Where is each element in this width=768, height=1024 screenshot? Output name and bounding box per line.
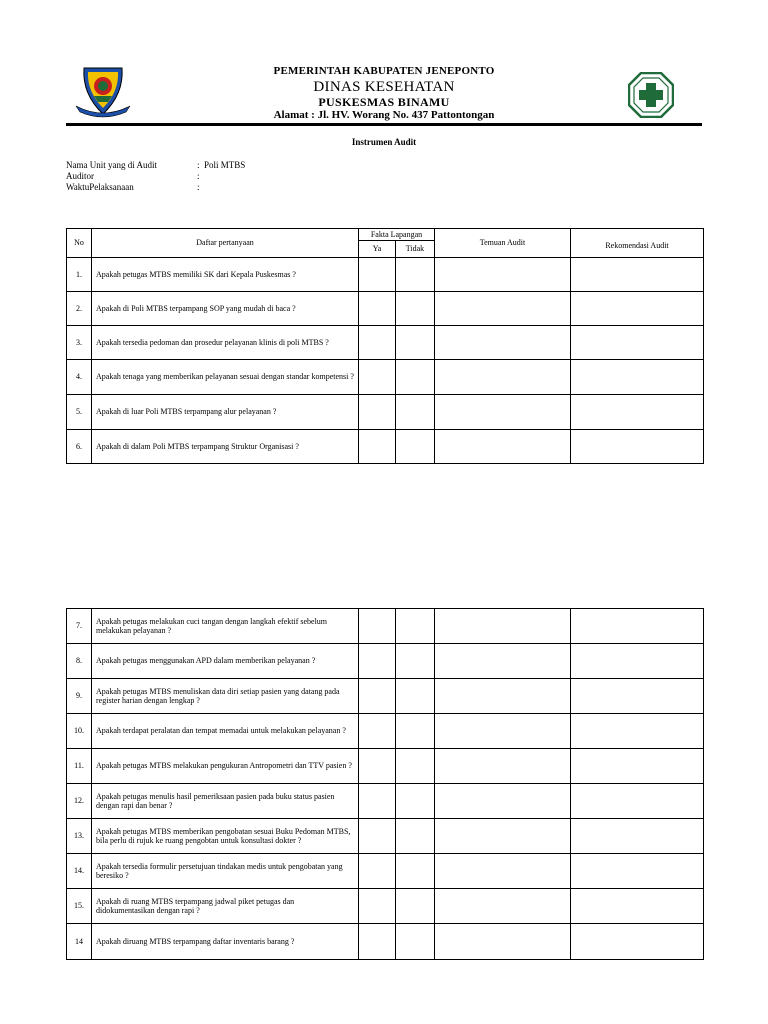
cell-tidak bbox=[396, 854, 435, 889]
cell-ya bbox=[359, 819, 396, 854]
cell-temuan bbox=[435, 292, 571, 326]
cell-ya bbox=[359, 889, 396, 924]
table-row bbox=[67, 395, 704, 430]
audit-table-part1 bbox=[66, 228, 704, 464]
cell-tidak bbox=[396, 889, 435, 924]
row-question: Apakah tersedia pedoman dan prosedur pelayanan klinis di poli MTBS ? bbox=[92, 326, 359, 360]
cell-tidak bbox=[396, 360, 435, 395]
cell-rekomendasi bbox=[571, 889, 704, 924]
row-question: Apakah diruang MTBS terpampang daftar inventaris barang ? bbox=[92, 924, 359, 960]
cell-temuan bbox=[435, 889, 571, 924]
cell-ya bbox=[359, 714, 396, 749]
table-row bbox=[67, 924, 704, 960]
cell-ya bbox=[359, 326, 396, 360]
header-rule bbox=[66, 123, 702, 126]
cell-rekomendasi bbox=[571, 679, 704, 714]
cell-rekomendasi bbox=[571, 609, 704, 644]
row-question: Apakah petugas MTBS memiliki SK dari Kepala Puskesmas ? bbox=[92, 258, 359, 292]
col-ya: Ya bbox=[359, 241, 396, 258]
cell-tidak bbox=[396, 749, 435, 784]
puskesmas-cross-icon bbox=[628, 72, 674, 118]
row-question: Apakah tenaga yang memberikan pelayanan sesuai dengan standar kompetensi ? bbox=[92, 360, 359, 395]
cell-tidak bbox=[396, 819, 435, 854]
table-row bbox=[67, 854, 704, 889]
row-number: 13. bbox=[67, 819, 92, 854]
table-row bbox=[67, 430, 704, 464]
row-question: Apakah di Poli MTBS terpampang SOP yang mudah di baca ? bbox=[92, 292, 359, 326]
row-number: 2. bbox=[67, 292, 92, 326]
cell-temuan bbox=[435, 924, 571, 960]
audit-table-part2 bbox=[66, 608, 704, 960]
table-row bbox=[67, 258, 704, 292]
cell-temuan bbox=[435, 326, 571, 360]
meta-label: Auditor bbox=[66, 171, 94, 181]
row-number: 10. bbox=[67, 714, 92, 749]
row-number: 3. bbox=[67, 326, 92, 360]
row-question: Apakah petugas melakukan cuci tangan dengan langkah efektif sebelum melakukan pelayanan ? bbox=[92, 609, 359, 644]
cell-rekomendasi bbox=[571, 395, 704, 430]
cell-rekomendasi bbox=[571, 292, 704, 326]
col-tidak: Tidak bbox=[396, 241, 435, 258]
row-question: Apakah petugas MTBS melakukan pengukuran Antropometri dan TTV pasien ? bbox=[92, 749, 359, 784]
cell-ya bbox=[359, 258, 396, 292]
cell-ya bbox=[359, 609, 396, 644]
row-question: Apakah petugas menulis hasil pemeriksaan pasien pada buku status pasien dengan rapi dan benar ? bbox=[92, 784, 359, 819]
col-temuan: Temuan Audit bbox=[435, 229, 571, 258]
cell-ya bbox=[359, 784, 396, 819]
header-agency: DINAS KESEHATAN bbox=[313, 79, 455, 95]
cell-rekomendasi bbox=[571, 430, 704, 464]
cell-rekomendasi bbox=[571, 714, 704, 749]
row-number: 9. bbox=[67, 679, 92, 714]
row-question: Apakah tersedia formulir persetujuan tindakan medis untuk pengobatan yang beresiko ? bbox=[92, 854, 359, 889]
cell-tidak bbox=[396, 609, 435, 644]
letterhead bbox=[66, 62, 702, 124]
cell-rekomendasi bbox=[571, 784, 704, 819]
cell-rekomendasi bbox=[571, 644, 704, 679]
table-row bbox=[67, 360, 704, 395]
table-row bbox=[67, 609, 704, 644]
header-government: PEMERINTAH KABUPATEN JENEPONTO bbox=[273, 65, 495, 77]
table-row bbox=[67, 749, 704, 784]
cell-tidak bbox=[396, 258, 435, 292]
row-number: 14 bbox=[67, 924, 92, 960]
cell-ya bbox=[359, 644, 396, 679]
cell-ya bbox=[359, 854, 396, 889]
row-number: 8. bbox=[67, 644, 92, 679]
cell-tidak bbox=[396, 924, 435, 960]
col-rekomendasi: Rekomendasi Audit bbox=[571, 229, 704, 258]
col-no: No bbox=[67, 229, 92, 258]
cell-ya bbox=[359, 292, 396, 326]
col-question: Daftar pertanyaan bbox=[92, 229, 359, 258]
cell-ya bbox=[359, 395, 396, 430]
cell-temuan bbox=[435, 430, 571, 464]
cell-temuan bbox=[435, 784, 571, 819]
cell-rekomendasi bbox=[571, 360, 704, 395]
cell-temuan bbox=[435, 819, 571, 854]
table-row bbox=[67, 679, 704, 714]
cell-ya bbox=[359, 679, 396, 714]
cell-ya bbox=[359, 924, 396, 960]
row-question: Apakah petugas menggunakan APD dalam memberikan pelayanan ? bbox=[92, 644, 359, 679]
cell-temuan bbox=[435, 749, 571, 784]
row-number: 11. bbox=[67, 749, 92, 784]
table-row bbox=[67, 889, 704, 924]
cell-tidak bbox=[396, 644, 435, 679]
row-number: 6. bbox=[67, 430, 92, 464]
row-number: 14. bbox=[67, 854, 92, 889]
header-address: Alamat : Jl. HV. Worang No. 437 Pattontongan bbox=[273, 109, 495, 121]
table-row bbox=[67, 784, 704, 819]
meta-label: WaktuPelaksanaan bbox=[66, 182, 134, 192]
cell-tidak bbox=[396, 326, 435, 360]
cell-tidak bbox=[396, 714, 435, 749]
cell-tidak bbox=[396, 679, 435, 714]
table-row bbox=[67, 326, 704, 360]
cell-rekomendasi bbox=[571, 749, 704, 784]
table-row bbox=[67, 714, 704, 749]
cell-temuan bbox=[435, 644, 571, 679]
cell-temuan bbox=[435, 395, 571, 430]
meta-label: Nama Unit yang di Audit bbox=[66, 160, 157, 170]
cell-ya bbox=[359, 749, 396, 784]
table-row bbox=[67, 819, 704, 854]
cell-temuan bbox=[435, 609, 571, 644]
row-number: 4. bbox=[67, 360, 92, 395]
col-fakta: Fakta Lapangan bbox=[359, 229, 435, 241]
row-number: 7. bbox=[67, 609, 92, 644]
row-number: 1. bbox=[67, 258, 92, 292]
row-question: Apakah di dalam Poli MTBS terpampang Struktur Organisasi ? bbox=[92, 430, 359, 464]
row-question: Apakah di luar Poli MTBS terpampang alur pelayanan ? bbox=[92, 395, 359, 430]
row-number: 15. bbox=[67, 889, 92, 924]
cell-rekomendasi bbox=[571, 854, 704, 889]
row-question: Apakah terdapat peralatan dan tempat memadai untuk melakukan pelayanan ? bbox=[92, 714, 359, 749]
header-facility: PUSKESMAS BINAMU bbox=[318, 95, 450, 109]
cell-tidak bbox=[396, 430, 435, 464]
document-title: Instrumen Audit bbox=[351, 137, 417, 147]
cell-temuan bbox=[435, 360, 571, 395]
cell-temuan bbox=[435, 258, 571, 292]
cell-rekomendasi bbox=[571, 326, 704, 360]
cell-temuan bbox=[435, 679, 571, 714]
cell-rekomendasi bbox=[571, 258, 704, 292]
table-row bbox=[67, 644, 704, 679]
cell-tidak bbox=[396, 292, 435, 326]
cell-ya bbox=[359, 430, 396, 464]
cell-rekomendasi bbox=[571, 924, 704, 960]
table-row bbox=[67, 292, 704, 326]
cell-tidak bbox=[396, 784, 435, 819]
row-number: 12. bbox=[67, 784, 92, 819]
cell-tidak bbox=[396, 395, 435, 430]
row-question: Apakah petugas MTBS menuliskan data diri setiap pasien yang datang pada register harian dengan lengkap ? bbox=[92, 679, 359, 714]
cell-ya bbox=[359, 360, 396, 395]
cell-temuan bbox=[435, 714, 571, 749]
row-question: Apakah petugas MTBS memberikan pengobatan sesuai Buku Pedoman MTBS, bila perlu di rujuk ke ruang pengobtan untuk konsultasi dokter ? bbox=[92, 819, 359, 854]
row-question: Apakah di ruang MTBS terpampang jadwal piket petugas dan didokumentasikan dengan rapi ? bbox=[92, 889, 359, 924]
cell-temuan bbox=[435, 854, 571, 889]
row-number: 5. bbox=[67, 395, 92, 430]
cell-rekomendasi bbox=[571, 819, 704, 854]
meta-value: Poli MTBS bbox=[204, 160, 246, 170]
